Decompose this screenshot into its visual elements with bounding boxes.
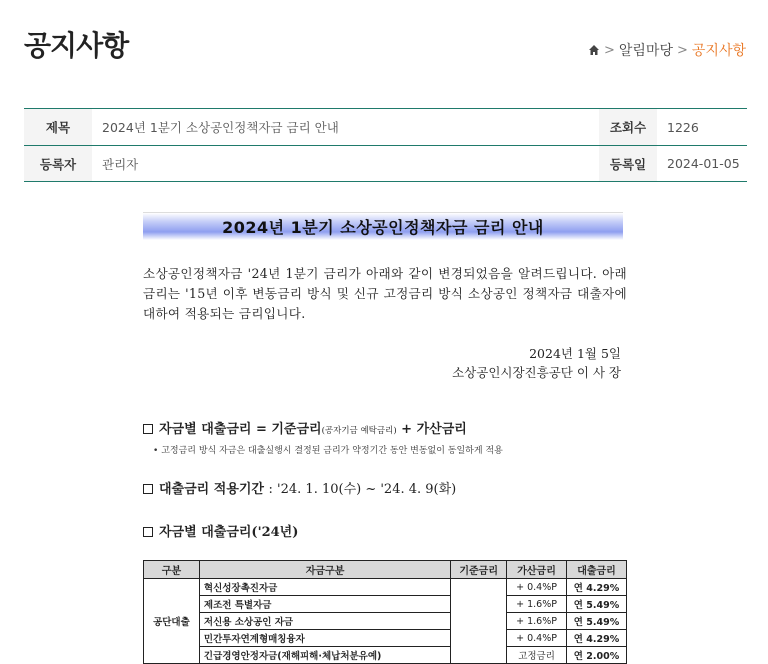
loan-rate: 연 5.49% [567,613,627,630]
section1-small: (공자기금 예탁금리) [321,426,397,436]
header-loan-rate: 대출금리 [567,561,627,579]
bullet-icon: • [153,446,159,456]
notice-document [143,212,627,664]
table-row [144,647,627,664]
square-bullet-icon [143,527,153,537]
section1-note-text: 고정금리 방식 자금은 대출실행시 결정된 금리가 약정기간 동안 변동없이 동일하게 적용 [161,446,503,456]
document-title: 2024년 1분기 소상공인정책자금 금리 안내 [143,212,623,240]
breadcrumb-separator: > [603,42,615,58]
table-row [144,630,627,647]
section-rate-formula [143,418,627,437]
header-fund: 자금구분 [199,561,450,579]
document-body: 소상공인정책자금 '24년 1분기 금리가 아래와 같이 변경되었음을 알려드립니다. 아래 금리는 '15년 이후 변동금리 방식 및 신규 고정금리 방식 소상공인 정책자금 대출자에 대하여 적용되는 금리입니다. [143,266,627,321]
fund-name: 민간투자연계형매칭융자 [199,630,450,647]
header-category: 구분 [144,561,200,579]
post-info-table [24,108,747,182]
section-period [143,478,627,497]
title-label: 제목 [24,109,92,145]
square-bullet-icon [143,484,153,494]
fund-name: 긴급경영안정자금(재해피해·체납처분유예) [199,647,450,664]
category-cell: 공단대출 [144,579,200,664]
date-label: 등록일 [599,146,657,181]
section2-value: : '24. 1. 10(수) ~ '24. 4. 9(화) [268,482,457,497]
breadcrumb-parent[interactable]: 알림마당 [618,43,673,59]
views-value: 1226 [667,119,699,135]
section1-note [153,443,627,456]
loan-rate: 연 4.29% [567,579,627,596]
rates-table [143,560,627,664]
section1-title: 자금별 대출금리 = 기준금리 [159,422,322,437]
breadcrumb-current: 공지사항 [691,43,746,59]
table-row [144,579,627,596]
info-row-author [24,145,747,181]
date-value: 2024-01-05 [667,156,740,171]
table-row [144,596,627,613]
loan-rate: 연 5.49% [567,596,627,613]
fund-name: 저신용 소상공인 자금 [199,613,450,630]
views-label: 조회수 [599,109,657,145]
info-row-title [24,109,747,145]
page-title: 공지사항 [24,29,129,62]
breadcrumb-separator: > [676,42,688,58]
table-header-row [144,561,627,579]
title-value: 2024년 1분기 소상공인정책자금 금리 안내 [102,120,339,135]
add-rate: + 1.6%P [507,613,567,630]
square-bullet-icon [143,424,153,434]
add-rate: 고정금리 [507,647,567,664]
loan-rate: 연 2.00% [567,647,627,664]
author-label: 등록자 [24,146,92,181]
fund-name: 혁신성장촉진자금 [199,579,450,596]
document-date: 2024년 1월 5일 [529,346,621,361]
base-rate-cell [451,579,507,664]
document-signer: 소상공인시장진흥공단 이 사 장 [452,365,621,380]
add-rate: + 1.6%P [507,596,567,613]
section-rates-by-fund [143,521,627,540]
fund-name: 제조전 특별자금 [199,596,450,613]
table-row [144,613,627,630]
add-rate: + 0.4%P [507,630,567,647]
add-rate: + 0.4%P [507,579,567,596]
section2-title: 대출금리 적용기간 [159,482,264,497]
section3-title: 자금별 대출금리('24년) [159,525,299,540]
home-icon[interactable] [588,44,600,56]
section1-tail: + 가산금리 [401,422,467,437]
header-base-rate: 기준금리 [451,561,507,579]
loan-rate: 연 4.29% [567,630,627,647]
author-value: 관리자 [102,156,139,172]
header-add-rate: 가산금리 [507,561,567,579]
breadcrumb [588,40,746,60]
